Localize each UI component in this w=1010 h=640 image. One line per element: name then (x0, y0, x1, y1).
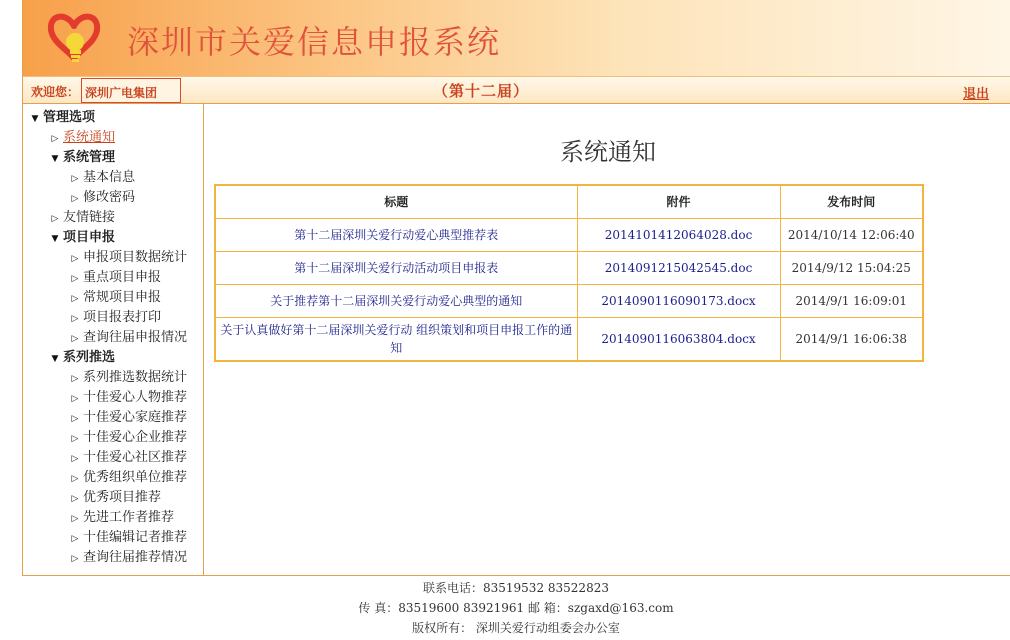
sidebar-item-series-stats[interactable]: ▷ 系列推选数据统计 (67, 368, 187, 388)
publish-date: 2014/10/14 12:06:40 (780, 218, 923, 251)
main-content (205, 104, 1010, 575)
collapsed-arrow-icon: ▷ (71, 174, 79, 184)
collapsed-arrow-icon: ▷ (71, 394, 79, 404)
collapsed-arrow-icon: ▷ (71, 334, 79, 344)
sidebar-item-journalist-recommend[interactable]: ▷ 十佳编辑记者推荐 (67, 528, 187, 548)
table-row (215, 317, 923, 361)
sidebar-item-change-password[interactable]: ▷ 修改密码 (67, 188, 135, 208)
collapsed-arrow-icon: ▷ (51, 214, 59, 224)
notice-title-link[interactable]: 关于推荐第十二届深圳关爱行动爱心典型的通知 (215, 284, 577, 317)
expand-arrow-icon: ▼ (51, 154, 59, 164)
welcome-user: 深圳广电集团 (81, 78, 181, 103)
sidebar-item-system-notice[interactable]: ▷ 系统通知 (47, 128, 115, 148)
collapsed-arrow-icon: ▷ (71, 554, 79, 564)
header-banner (23, 0, 1010, 76)
publish-date: 2014/9/12 15:04:25 (780, 251, 923, 284)
sidebar-item-organizer-recommend[interactable]: ▷ 优秀组织单位推荐 (67, 468, 187, 488)
collapsed-arrow-icon: ▷ (71, 254, 79, 264)
footer-fax-mail: 传 真：83519600 83921961 邮 箱：szgaxd@163.com (358, 601, 674, 615)
collapsed-arrow-icon: ▷ (71, 474, 79, 484)
notice-table (214, 184, 924, 362)
site-title: 深圳市关爱信息申报系统 (127, 23, 502, 61)
sidebar-item-community-recommend[interactable]: ▷ 十佳爱心社区推荐 (67, 448, 187, 468)
heart-lightbulb-logo-icon (45, 6, 103, 68)
sidebar-item-key-project[interactable]: ▷ 重点项目申报 (67, 268, 161, 288)
collapsed-arrow-icon: ▷ (71, 274, 79, 284)
publish-date: 2014/9/1 16:06:38 (780, 317, 923, 361)
notice-title-link[interactable]: 第十二届深圳关爱行动爱心典型推荐表 (215, 218, 577, 251)
sidebar-item-regular-project[interactable]: ▷ 常规项目申报 (67, 288, 161, 308)
sidebar-item-person-recommend[interactable]: ▷ 十佳爱心人物推荐 (67, 388, 187, 408)
expand-arrow-icon: ▼ (51, 234, 59, 244)
notice-title-link[interactable]: 关于认真做好第十二届深圳关爱行动 组织策划和项目申报工作的通知 (215, 317, 577, 361)
table-row (215, 284, 923, 317)
collapsed-arrow-icon: ▷ (71, 434, 79, 444)
column-header-title: 标题 (215, 185, 577, 218)
attachment-link[interactable]: 2014091215042545.doc (577, 251, 780, 284)
column-header-attachment: 附件 (577, 185, 780, 218)
welcome-bar (23, 76, 1010, 104)
welcome-label: 欢迎您： (31, 85, 80, 99)
sidebar-item-family-recommend[interactable]: ▷ 十佳爱心家庭推荐 (67, 408, 187, 428)
sidebar-tree (23, 104, 204, 575)
collapsed-arrow-icon: ▷ (71, 514, 79, 524)
sidebar-item-company-recommend[interactable]: ▷ 十佳爱心企业推荐 (67, 428, 187, 448)
expand-arrow-icon: ▼ (31, 114, 39, 124)
collapsed-arrow-icon: ▷ (71, 194, 79, 204)
collapsed-arrow-icon: ▷ (71, 374, 79, 384)
sidebar-root[interactable]: ▼ 管理选项 (27, 108, 95, 128)
app-frame (22, 0, 1010, 576)
expand-arrow-icon: ▼ (51, 354, 59, 364)
table-header-row (215, 185, 923, 218)
sidebar-item-past-recommend[interactable]: ▷ 查询往届推荐情况 (67, 548, 187, 568)
collapsed-arrow-icon: ▷ (71, 294, 79, 304)
attachment-link[interactable]: 2014090116090173.docx (577, 284, 780, 317)
attachment-link[interactable]: 2014090116063804.docx (577, 317, 780, 361)
table-row (215, 218, 923, 251)
footer (22, 578, 1010, 638)
sidebar-group-series-select[interactable]: ▼ 系列推选 (47, 348, 115, 368)
sidebar-item-report-print[interactable]: ▷ 项目报表打印 (67, 308, 161, 328)
sidebar-group-system-admin[interactable]: ▼ 系统管理 (47, 148, 115, 168)
sidebar-item-declare-stats[interactable]: ▷ 申报项目数据统计 (67, 248, 187, 268)
collapsed-arrow-icon: ▷ (71, 534, 79, 544)
footer-copyright: 版权所有： 深圳关爱行动组委会办公室 (412, 621, 620, 635)
collapsed-arrow-icon: ▷ (71, 314, 79, 324)
collapsed-arrow-icon: ▷ (71, 454, 79, 464)
publish-date: 2014/9/1 16:09:01 (780, 284, 923, 317)
page-title: 系统通知 (560, 138, 656, 166)
sidebar-item-past-declare[interactable]: ▷ 查询往届申报情况 (67, 328, 187, 348)
sidebar-item-worker-recommend[interactable]: ▷ 先进工作者推荐 (67, 508, 174, 528)
footer-phone: 联系电话：83519532 83522823 (423, 581, 609, 595)
logout-link[interactable]: 退出 (963, 87, 990, 102)
attachment-link[interactable]: 2014101412064028.doc (577, 218, 780, 251)
sidebar-group-project-declare[interactable]: ▼ 项目申报 (47, 228, 115, 248)
sidebar-item-project-recommend[interactable]: ▷ 优秀项目推荐 (67, 488, 161, 508)
sidebar-item-friend-links[interactable]: ▷ 友情链接 (47, 208, 115, 228)
collapsed-arrow-icon: ▷ (71, 414, 79, 424)
notice-title-link[interactable]: 第十二届深圳关爱行动活动项目申报表 (215, 251, 577, 284)
table-row (215, 251, 923, 284)
collapsed-arrow-icon: ▷ (71, 494, 79, 504)
session-label: （第十二届） (433, 82, 530, 100)
collapsed-arrow-icon: ▷ (51, 134, 59, 144)
sidebar-item-basic-info[interactable]: ▷ 基本信息 (67, 168, 135, 188)
column-header-date: 发布时间 (780, 185, 923, 218)
